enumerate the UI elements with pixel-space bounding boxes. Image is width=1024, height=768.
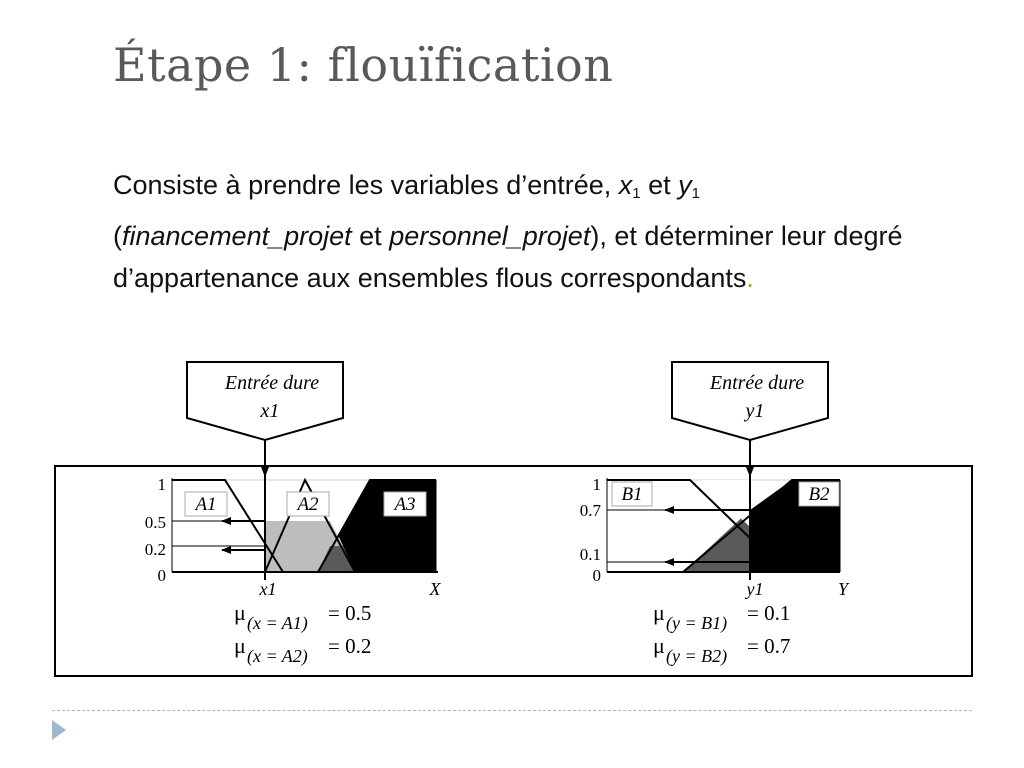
left-ytick-05: 0.5: [144, 513, 166, 532]
var-financement: financement_projet: [122, 221, 352, 251]
var-personnel: personnel_projet: [389, 221, 591, 251]
right-mu1-symbol: μ: [653, 600, 665, 625]
set-label-b1: B1: [621, 484, 643, 505]
right-axis-label: Y: [837, 579, 849, 599]
var-x: x: [618, 170, 633, 200]
left-mu2-symbol: μ: [234, 633, 246, 658]
left-mu1-symbol: μ: [234, 600, 246, 625]
para-text-2: et: [640, 170, 679, 200]
left-mu2-value: = 0.2: [328, 634, 372, 658]
para-text-1: Consiste à prendre les variables d’entrée,: [113, 170, 619, 200]
para-text-4: et: [351, 221, 390, 251]
right-callout-line2: y1: [745, 400, 765, 422]
left-mu1-sub: (x = A1): [247, 613, 308, 633]
left-panel: [145, 362, 442, 667]
var-x-sub: 1: [632, 185, 641, 202]
left-callout-line2: x1: [260, 400, 280, 422]
var-y: y: [678, 170, 692, 200]
right-panel: [580, 362, 850, 667]
footer-arrow-icon: [52, 720, 66, 740]
set-label-a3: A3: [394, 494, 416, 515]
left-ytick-0: 0: [157, 566, 166, 585]
right-mu1-value: = 0.1: [747, 601, 791, 625]
right-ytick-1: 1: [592, 475, 601, 494]
right-xtick-y1: y1: [746, 579, 764, 599]
right-mu2-sub: (y = B2): [666, 646, 728, 666]
left-mu1-value: = 0.5: [328, 601, 372, 625]
left-xtick-x1: x1: [259, 579, 277, 599]
left-ytick-1: 1: [157, 475, 166, 494]
right-callout-line1: Entrée dure: [709, 372, 805, 394]
footer-divider: [52, 710, 972, 711]
left-axis-label: X: [429, 579, 441, 599]
var-y-sub: 1: [691, 185, 700, 202]
slide-title: Étape 1: flouïfication: [113, 38, 614, 92]
right-ytick-0: 0: [592, 566, 601, 585]
para-period: .: [746, 263, 754, 293]
right-mu2-symbol: μ: [653, 633, 665, 658]
right-ytick-07: 0.7: [579, 501, 601, 520]
para-text-5: ), et déterminer leur degré d’appartenance aux ensembles flous correspondants: [113, 221, 903, 293]
left-callout-line1: Entrée dure: [224, 372, 320, 394]
para-text-3: (: [113, 221, 122, 251]
right-mu1-sub: (y = B1): [666, 613, 728, 633]
right-ytick-01: 0.1: [579, 545, 601, 564]
right-mu2-value: = 0.7: [747, 634, 791, 658]
set-label-a1: A1: [195, 494, 217, 515]
left-mu2-sub: (x = A2): [247, 646, 308, 666]
set-label-a2: A2: [297, 494, 319, 515]
left-ytick-02: 0.2: [144, 540, 166, 559]
set-label-b2: B2: [808, 484, 830, 505]
